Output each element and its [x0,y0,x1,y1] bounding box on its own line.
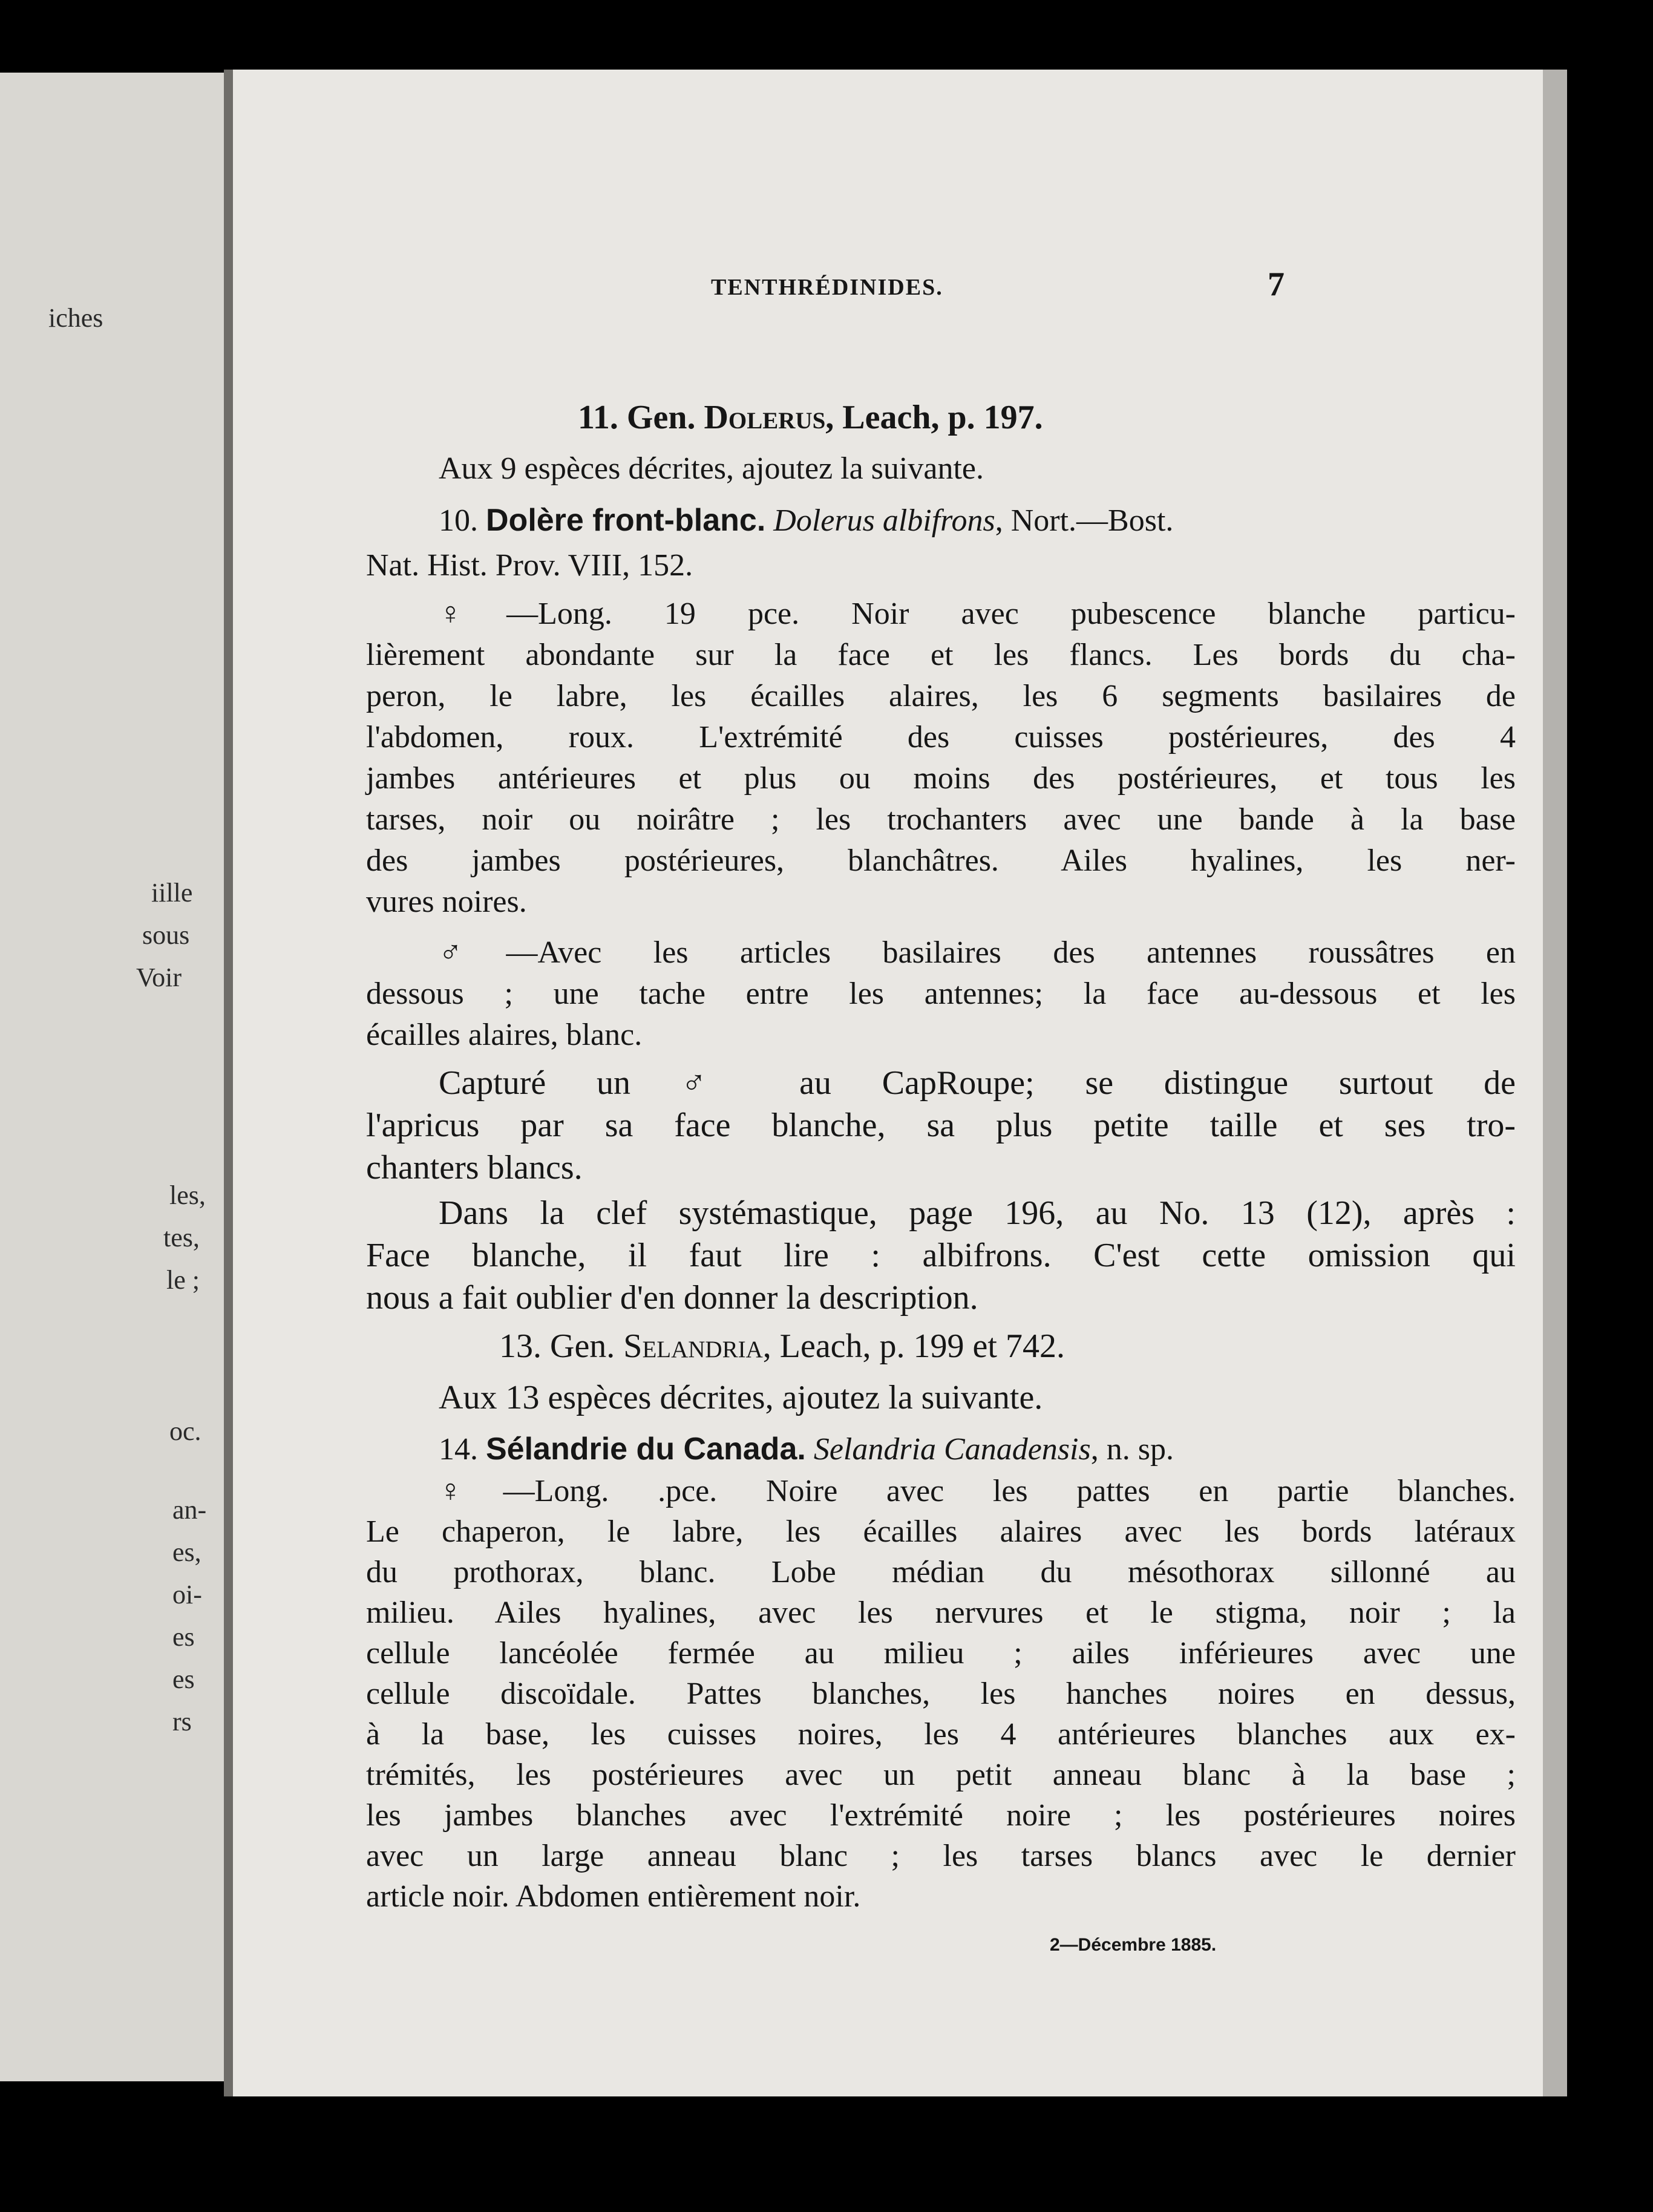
female-description-line: lièrement abondante sur la face et les flancs. Les bords du cha- [366,638,1516,672]
capture-note-line: l'apricus par sa face blanche, sa plus petite taille et ses tro- [366,1107,1516,1144]
capture-note-line: Capturé un ♂ au CapRoupe; se distingue surtout de [439,1064,1516,1102]
key-note-line: Face blanche, il faut lire : albifrons. C'est cette omission qui [366,1237,1516,1274]
female-description-line: les jambes blanches avec l'extrémité noire ; les postérieures noires [366,1798,1516,1833]
species-reference: , Nort.—Bost. [995,503,1174,538]
female-description-line: à la base, les cuisses noires, les 4 antérieures blanches aux ex- [366,1717,1516,1752]
species-reference-cont: Nat. Hist. Prov. VIII, 152. [366,548,693,583]
margin-fragment: es [172,1664,195,1694]
species-latin-name: Dolerus albifrons [773,503,995,538]
heading-number: 11. Gen. [578,399,696,436]
genus-name: Selandria [623,1327,763,1365]
female-description-line: jambes antérieures et plus ou moins des postérieures, et tous les [366,761,1516,796]
species-heading [439,502,1516,539]
female-description-line: Le chaperon, le labre, les écailles alaires avec les bords latéraux [366,1514,1516,1549]
key-note-line: Dans la clef systémastique, page 196, au No. 13 (12), après : [439,1194,1516,1232]
female-description-line: l'abdomen, roux. L'extrémité des cuisses postérieures, des 4 [366,720,1516,754]
margin-fragment: le ; [166,1265,200,1295]
female-description-line: des jambes postérieures, blanchâtres. Ailes hyalines, les ner- [366,843,1516,878]
female-description-line: article noir. Abdomen entièrement noir. [366,1879,861,1914]
document-page [233,70,1543,2096]
male-description-line: dessous ; une tache entre les antennes; la face au-dessous et les [366,977,1516,1011]
female-description-line: trémités, les postérieures avec un petit anneau blanc à la base ; [366,1758,1516,1792]
species-heading [439,1431,1174,1468]
species-common-name: Sélandrie du Canada. [486,1432,806,1467]
heading-number: 13. Gen. [499,1327,615,1365]
signature-mark: 2—Décembre 1885. [1050,1935,1217,1955]
page-number: 7 [1268,266,1285,303]
page-edge-shadow [1543,70,1567,2096]
genus-name: Dolerus [704,399,826,436]
female-description-line: cellule lancéolée fermée au milieu ; ailes inférieures avec une [366,1636,1516,1670]
left-page-fragment [0,73,224,2081]
female-description-line: ♀—Long. .pce. Noire avec les pattes en partie blanches. [439,1474,1516,1508]
margin-fragment: es [172,1622,195,1652]
species-latin-name: Selandria Canadensis [813,1432,1091,1467]
species-number: 14. [439,1432,478,1467]
margin-fragment: iille [151,878,193,908]
heading-ref: , Leach, p. 197. [825,399,1043,436]
female-description-line: du prothorax, blanc. Lobe médian du mésothorax sillonné au [366,1555,1516,1589]
female-description-line: tarses, noir ou noirâtre ; les trochanters avec une bande à la base [366,802,1516,837]
key-note-line: nous a fait oublier d'en donner la description. [366,1279,978,1317]
margin-fragment: oc. [169,1416,201,1446]
female-description-line: vures noires. [366,885,527,919]
margin-fragment: tes, [163,1223,200,1252]
female-description-line: ♀—Long. 19 pce. Noir avec pubescence blanche particu- [439,597,1516,631]
section-heading-dolerus [578,399,1043,436]
heading-ref: , Leach, p. 199 et 742. [762,1327,1065,1365]
margin-fragment: an- [172,1495,207,1525]
margin-fragment: Voir [136,963,182,992]
female-description-line: avec un large anneau blanc ; les tarses blancs avec le dernier [366,1839,1516,1873]
male-description-line: écailles alaires, blanc. [366,1018,643,1052]
female-description-line: peron, le labre, les écailles alaires, les 6 segments basilaires de [366,679,1516,713]
species-reference: , n. sp. [1090,1432,1174,1467]
margin-fragment: es, [172,1537,201,1567]
section-intro: Aux 13 espèces décrites, ajoutez la suivante. [439,1379,1043,1416]
margin-fragment: les, [169,1180,206,1210]
section-heading-selandria [499,1328,1065,1364]
capture-note-line: chanters blancs. [366,1149,583,1186]
margin-fragment: rs [172,1707,192,1736]
species-number: 10. [439,503,478,538]
female-description-line: cellule discoïdale. Pattes blanches, les hanches noires en dessus, [366,1677,1516,1711]
section-intro: Aux 9 espèces décrites, ajoutez la suivante. [439,451,984,486]
margin-fragment: sous [142,920,190,950]
page-gutter [224,70,233,2096]
margin-fragment: oi- [172,1580,202,1609]
male-description-line: ♂—Avec les articles basilaires des antennes roussâtres en [439,935,1516,970]
running-title: TENTHRÉDINIDES. [711,275,943,300]
female-description-line: milieu. Ailes hyalines, avec les nervures et le stigma, noir ; la [366,1595,1516,1630]
species-common-name: Dolère front-blanc. [486,503,766,538]
margin-fragment: iches [48,303,103,333]
